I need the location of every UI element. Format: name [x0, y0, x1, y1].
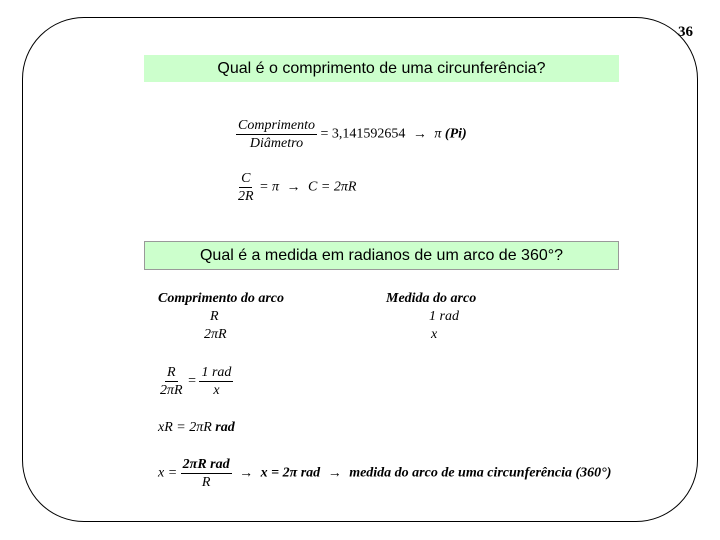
fraction-denominator: 2R	[238, 189, 254, 204]
cross-multiply-expression: xR = 2πR	[158, 420, 216, 435]
fraction-numerator: 1 rad	[201, 365, 232, 380]
arc-length-row1: R	[210, 309, 219, 324]
arrow-icon: →	[286, 179, 301, 195]
fraction-denominator: 2πR	[160, 383, 183, 398]
fraction-denominator: R	[201, 475, 211, 490]
pi-label: (Pi)	[444, 126, 467, 142]
fraction-result	[181, 456, 232, 491]
fraction-denominator: x	[213, 383, 220, 398]
column-arc-measure	[386, 290, 476, 344]
page-number: 36	[678, 24, 693, 40]
result-description: medida do arco de uma circunferência (360°)	[349, 465, 612, 481]
fraction-numerator: R	[167, 365, 176, 380]
equation-result	[158, 456, 611, 491]
arrow-icon: →	[412, 126, 427, 142]
equals-pi: = π	[259, 179, 280, 195]
fraction-c-2r	[236, 170, 256, 205]
arrow-icon: →	[239, 465, 254, 481]
arc-length-row2: 2πR	[204, 327, 227, 342]
column-arc-length	[158, 290, 284, 344]
circumference-formula: C = 2πR	[308, 179, 357, 195]
column-header-arc-length: Comprimento do arco	[158, 291, 285, 306]
fraction-numerator: 2πR rad	[182, 457, 230, 472]
fraction-length-diameter	[236, 117, 317, 152]
arrow-icon: →	[327, 465, 342, 481]
fraction-numerator: C	[241, 171, 251, 186]
equation-circumference	[236, 170, 356, 205]
pi-value: = 3,141592654	[320, 126, 406, 142]
question-banner-radians: Qual é a medida em radianos de um arco de 360°?	[144, 241, 619, 270]
result-value: x = 2π rad	[260, 465, 321, 481]
arc-measure-row1: 1 rad	[429, 309, 459, 324]
pi-symbol: π	[434, 126, 442, 142]
question-banner-circumference: Qual é o comprimento de uma circunferência?	[144, 55, 619, 82]
fraction-numerator: Comprimento	[238, 118, 315, 133]
rad-unit: rad	[215, 420, 235, 435]
arc-measure-row2: x	[431, 327, 438, 342]
fraction-right	[199, 364, 233, 399]
equation-pi-definition	[236, 117, 467, 152]
equation-cross-multiply	[158, 420, 235, 436]
equation-proportion: $\frac{R}{2\pi R}$ = $\frac{\text{1 rad}}{x}$	[160, 365, 232, 398]
fraction-denominator: Diâmetro	[249, 136, 304, 151]
fraction-left	[158, 364, 185, 399]
result-lhs: x =	[158, 465, 178, 481]
column-header-arc-measure: Medida do arco	[386, 291, 477, 306]
